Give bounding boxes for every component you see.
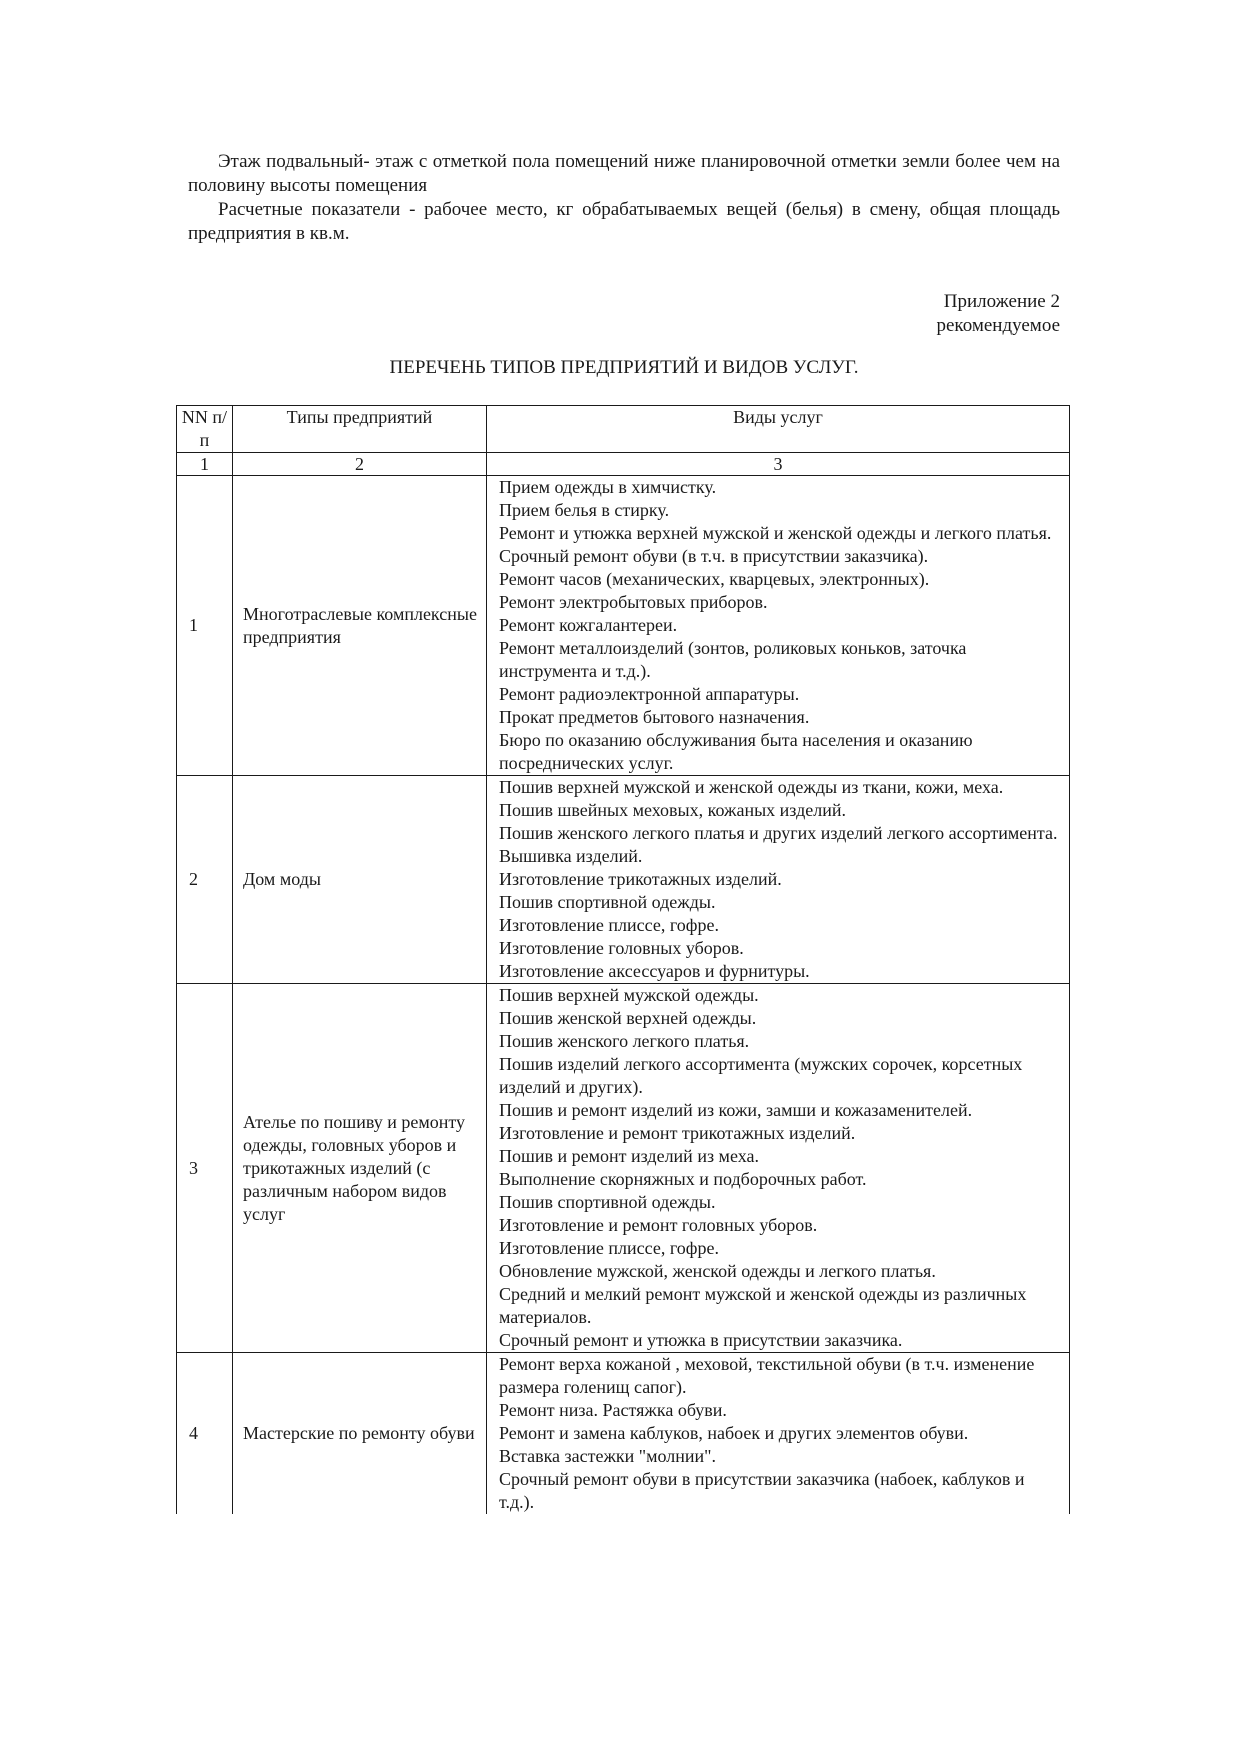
service-item: Прием одежды в химчистку.	[499, 477, 717, 497]
service-item: Срочный ремонт обуви в присутствии заказчика (набоек, каблуков и т.д.).	[499, 1469, 1025, 1512]
service-list	[487, 776, 1070, 984]
service-item: Пошив и ремонт изделий из меха.	[499, 1146, 759, 1166]
service-item: Ремонт электробытовых приборов.	[499, 592, 768, 612]
table-header-row	[177, 406, 1070, 453]
enterprise-type: Дом моды	[233, 776, 487, 984]
row-number: 1	[177, 476, 233, 776]
intro-text	[188, 150, 1060, 246]
service-item: Обновление мужской, женской одежды и легкого платья.	[499, 1261, 936, 1281]
service-item: Пошив и ремонт изделий из кожи, замши и кожазаменителей.	[499, 1100, 973, 1120]
service-item: Срочный ремонт и утюжка в присутствии заказчика.	[499, 1330, 903, 1350]
column-number: 1	[177, 453, 233, 476]
service-item: Ремонт металлоизделий (зонтов, роликовых коньков, заточка инструмента и т.д.).	[499, 638, 967, 681]
service-item: Изготовление трикотажных изделий.	[499, 869, 782, 889]
service-item: Ремонт верха кожаной , меховой, текстильной обуви (в т.ч. изменение размера голенищ сапог).	[499, 1354, 1035, 1397]
service-item: Пошив спортивной одежды.	[499, 1192, 716, 1212]
enterprise-type: Многотраслевые комплексные предприятия	[233, 476, 487, 776]
intro-paragraph-basement: Этаж подвальный- этаж с отметкой пола помещений ниже планировочной отметки земли более чем на половину высоты помещения	[188, 151, 1060, 196]
service-item: Бюро по оказанию обслуживания быта населения и оказанию посреднических услуг.	[499, 730, 973, 773]
intro-paragraph-indicators: Расчетные показатели - рабочее место, кг обрабатываемых вещей (белья) в смену, общая площадь предприятия в кв.м.	[188, 199, 1060, 244]
row-number: 2	[177, 776, 233, 984]
service-item: Ремонт и утюжка верхней мужской и женской одежды и легкого платья.	[499, 523, 1052, 543]
column-number: 3	[487, 453, 1070, 476]
service-item: Ремонт часов (механических, кварцевых, электронных).	[499, 569, 930, 589]
table-row	[177, 476, 1070, 776]
service-list	[487, 1353, 1070, 1515]
service-item: Пошив женского легкого платья.	[499, 1031, 750, 1051]
service-item: Ремонт и замена каблуков, набоек и других элементов обуви.	[499, 1423, 969, 1443]
service-item: Изготовление головных уборов.	[499, 938, 744, 958]
service-item: Изготовление аксессуаров и фурнитуры.	[499, 961, 810, 981]
table-row	[177, 776, 1070, 984]
header-number: NN п/п	[177, 406, 233, 453]
column-number: 2	[233, 453, 487, 476]
appendix-label	[937, 290, 1061, 338]
table-row	[177, 1353, 1070, 1515]
service-item: Пошив женской верхней одежды.	[499, 1008, 757, 1028]
header-enterprise-types: Типы предприятий	[233, 406, 487, 453]
service-item: Средний и мелкий ремонт мужской и женской одежды из различных материалов.	[499, 1284, 1027, 1327]
appendix-status: рекомендуемое	[936, 315, 1060, 336]
service-item: Пошив верхней мужской и женской одежды из ткани, кожи, меха.	[499, 777, 1004, 797]
header-service-types: Виды услуг	[487, 406, 1070, 453]
service-item: Срочный ремонт обуви (в т.ч. в присутствии заказчика).	[499, 546, 929, 566]
enterprise-type: Ателье по пошиву и ремонту одежды, головных уборов и трикотажных изделий (с различным набором видов услуг	[233, 984, 487, 1353]
service-item: Изготовление плиссе, гофре.	[499, 915, 719, 935]
table-row	[177, 984, 1070, 1353]
service-item: Пошив спортивной одежды.	[499, 892, 716, 912]
column-number-row	[177, 453, 1070, 476]
page-title: ПЕРЕЧЕНЬ ТИПОВ ПРЕДПРИЯТИЙ И ВИДОВ УСЛУГ.	[389, 357, 859, 378]
service-item: Ремонт кожгалантереи.	[499, 615, 678, 635]
service-item: Изготовление и ремонт трикотажных изделий.	[499, 1123, 856, 1143]
service-item: Ремонт радиоэлектронной аппаратуры.	[499, 684, 800, 704]
service-item: Пошив верхней мужской одежды.	[499, 985, 759, 1005]
service-item: Ремонт низа. Растяжка обуви.	[499, 1400, 727, 1420]
table-body	[177, 476, 1070, 1515]
service-item: Пошив женского легкого платья и других изделий легкого ассортимента.	[499, 823, 1058, 843]
service-item: Выполнение скорняжных и подборочных работ.	[499, 1169, 867, 1189]
service-item: Пошив швейных меховых, кожаных изделий.	[499, 800, 846, 820]
appendix-number: Приложение 2	[943, 291, 1060, 312]
service-item: Вставка застежки "молнии".	[499, 1446, 717, 1466]
enterprise-type: Мастерские по ремонту обуви	[233, 1353, 487, 1515]
service-item: Прием белья в стирку.	[499, 500, 670, 520]
service-item: Вышивка изделий.	[499, 846, 643, 866]
service-item: Пошив изделий легкого ассортимента (мужских сорочек, корсетных изделий и других).	[499, 1054, 1023, 1097]
row-number: 3	[177, 984, 233, 1353]
services-table	[176, 405, 1070, 1514]
row-number: 4	[177, 1353, 233, 1515]
service-list	[487, 984, 1070, 1353]
service-item: Прокат предметов бытового назначения.	[499, 707, 810, 727]
service-list	[487, 476, 1070, 776]
service-item: Изготовление плиссе, гофре.	[499, 1238, 719, 1258]
service-item: Изготовление и ремонт головных уборов.	[499, 1215, 818, 1235]
